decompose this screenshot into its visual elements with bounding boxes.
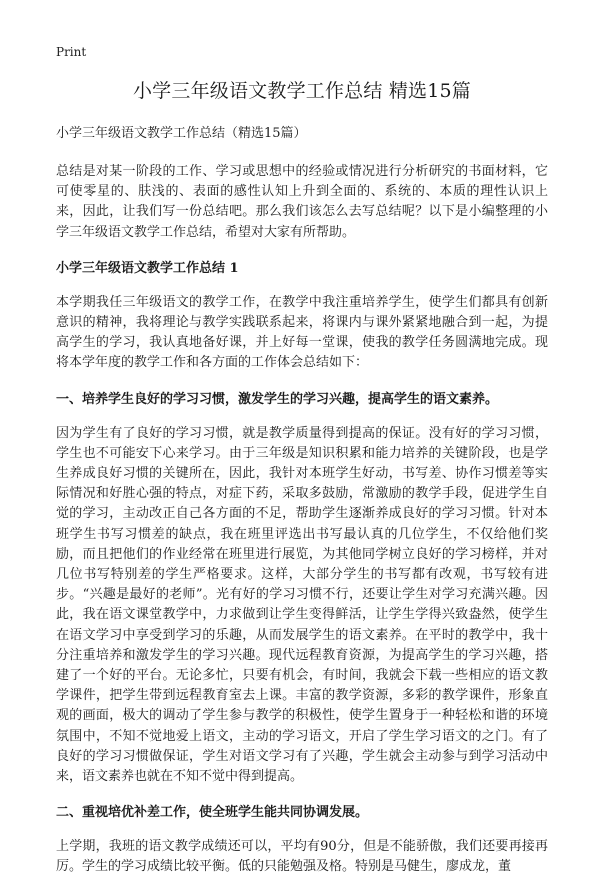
document-page: [56, 44, 548, 894]
heading-habits: 一、培养学生良好的学习习惯，激发学生的学习兴趣，提高学生的语文素养。: [56, 391, 499, 407]
document-subtitle: 小学三年级语文教学工作总结（精选15篇）: [56, 126, 307, 141]
heading-tutoring: 二、重视培优补差工作，使全班学生能共同协调发展。: [56, 805, 369, 821]
intro-paragraph: 总结是对某一阶段的工作、学习或思想中的经验或情况进行分析研究的书面材料，它可使零星的、肤浅的、表面的感性认知上升到全面的、系统的、本质的理性认识上来，因此，让我们写一份总结吧。那么我们该怎么去写总结呢？以下是小编整理的小学三年级语文教学工作总结，希望对大家有所帮助。: [56, 164, 548, 240]
tutoring-paragraph: 上学期，我班的语文教学成绩还可以，平均有90分，但是不能骄傲，我们还要再接再厉。学生的学习成绩比较平衡。低的只能勉强及格。特别是马健生，廖成龙，董: [56, 839, 548, 875]
section-1-paragraph: 本学期我任三年级语文的教学工作，在教学中我注重培养学生，使学生们都具有创新意识的精神，我将理论与教学实践联系起来，将课内与课外紧紧地融合到一起，为提高学生的学习，我认真地备好课，并上好每一堂课，使我的教学任务圆满地完成。现将本学年度的教学工作和各方面的工作体会总结如下：: [56, 294, 548, 371]
document-title: 小学三年级语文教学工作总结 精选15篇: [132, 80, 472, 102]
habits-paragraph: 因为学生有了良好的学习习惯，就是教学质量得到提高的保证。没有好的学习习惯，学生也不可能安下心来学习。由于三年级是知识积累和能力培养的关键阶段，也是学生养成良好习惯的关键所在，因此，我针对本班学生好动，书写差、协作习惯差等实际情况和好胜心强的特点，对症下药，采取多鼓励，常激励的教学手段，促进学生自觉的学习，主动改正自己各方面的不足，帮助学生逐渐养成良好的学习习惯。针对本班学生书写习惯差的缺点，我在班里评选出书写最认真的几位学生，不仅给他们奖励，而且把他们的作业经常在班里进行展览，为其他同学树立良好的学习榜样，并对几位书写特别差的学生严格要求。这样，大部分学生的书写都有改观，书写较有进步。“兴趣是最好的老师”。光有好的学习习惯不行，还要让学生对学习充满兴趣。因此，我在语文课堂教学中，力求做到让学生变得鲜活，让学生学得兴致盎然，使学生在语文学习中享受到学习的乐趣，从而发展学生的语文素养。在平时的教学中，我十分注重培养和激发学生的学习兴趣。现代远程教育资源，为提高学生的学习兴趣，搭建了一个好的平台。无论多忙，只要有机会，有时间，我就会下载一些相应的语文教学课件，把学生带到远程教育室去上课。丰富的教学资源，多彩的教学课件，形象直观的画面，极大的调动了学生参与教学的积极性，使学生置身于一种轻松和谐的环境氛围中，不知不觉地爱上语文，主动的学习语文，开启了学生学习语文的之门。有了良好的学习习惯做保证，学生对语文学习有了兴趣，学生就会主动参与到学习活动中来，语文素养也就在不知不觉中得到提高。: [56, 425, 548, 785]
print-link[interactable]: Print: [56, 45, 87, 59]
section-1-title: 小学三年级语文教学工作总结 1: [56, 260, 239, 276]
